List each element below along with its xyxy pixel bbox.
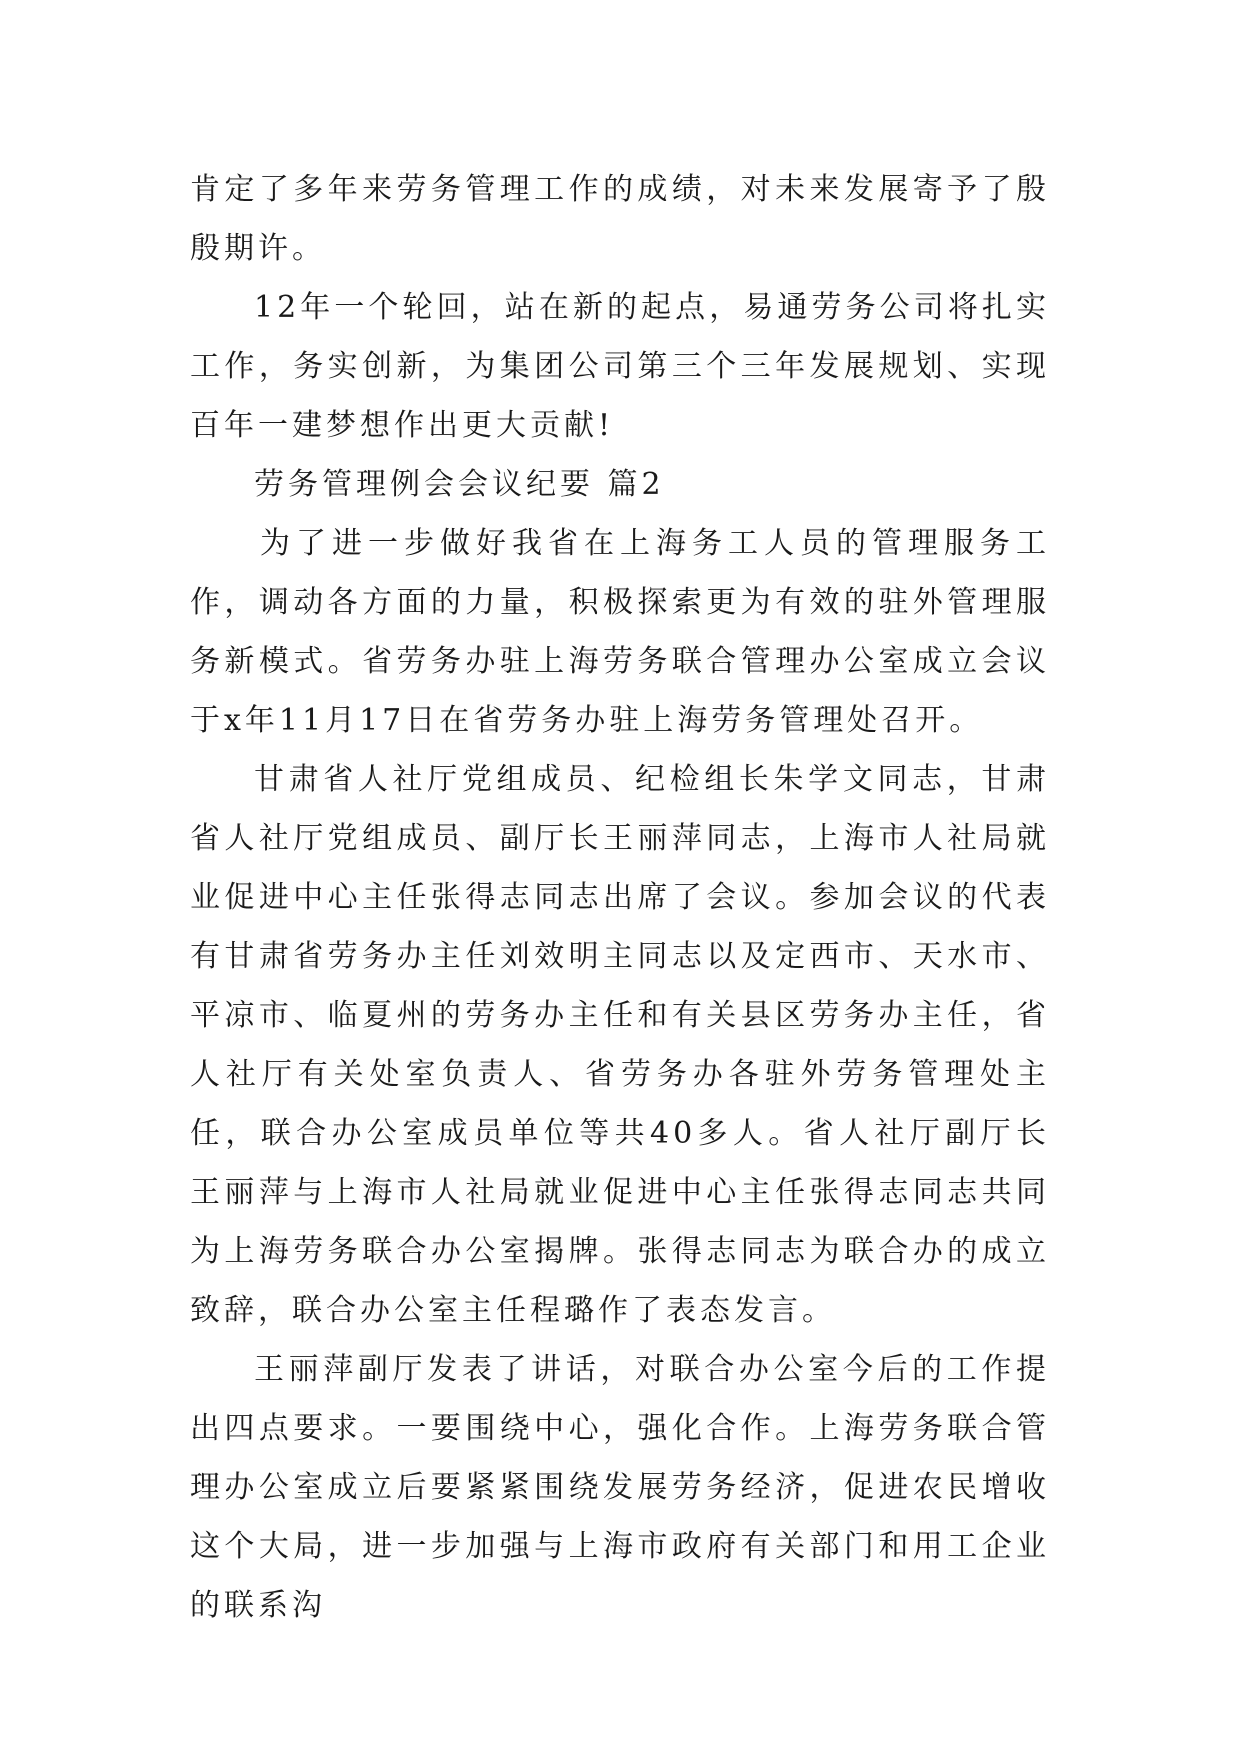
paragraph-speech: 王丽萍副厅发表了讲话，对联合办公室今后的工作提出四点要求。一要围绕中心，强化合作。上海劳务联合管理办公室成立后要紧紧围绕发展劳务经济，促进农民增收这个大局，进一步加强与上海市政府有关部门和用工企业的联系沟 xyxy=(190,1352,1050,1623)
paragraph-attendees: 甘肃省人社厅党组成员、纪检组长朱学文同志，甘肃省人社厅党组成员、副厅长王丽萍同志，上海市人社局就业促进中心主任张得志同志出席了会议。参加会议的代表有甘肃省劳务办主任刘效明主同志以及定西市、天水市、平凉市、临夏州的劳务办主任和有关县区劳务办主任，省人社厅有关处室负责人、省劳务办各驻外劳务管理处主任，联合办公室成员单位等共40多人。省人社厅副厅长王丽萍与上海市人社局就业促进中心主任张得志同志共同为上海劳务联合办公室揭牌。张得志同志为联合办的成立致辞，联合办公室主任程璐作了表态发言。 xyxy=(190,762,1050,1328)
document-body xyxy=(190,160,1050,1635)
section-heading: 劳务管理例会会议纪要 篇2 xyxy=(254,467,665,502)
paragraph-continuation: 肯定了多年来劳务管理工作的成绩，对未来发展寄予了殷殷期许。 xyxy=(190,172,1050,266)
paragraph-meeting-intro: 为了进一步做好我省在上海务工人员的管理服务工作，调动各方面的力量，积极探索更为有效的驻外管理服务新模式。省劳务办驻上海劳务联合管理办公室成立会议于x年11月17日在省劳务办驻上海劳务管理处召开。 xyxy=(190,526,1050,738)
paragraph-twelve-year-cycle: 12年一个轮回，站在新的起点，易通劳务公司将扎实工作，务实创新，为集团公司第三个三年发展规划、实现百年一建梦想作出更大贡献! xyxy=(190,290,1050,443)
